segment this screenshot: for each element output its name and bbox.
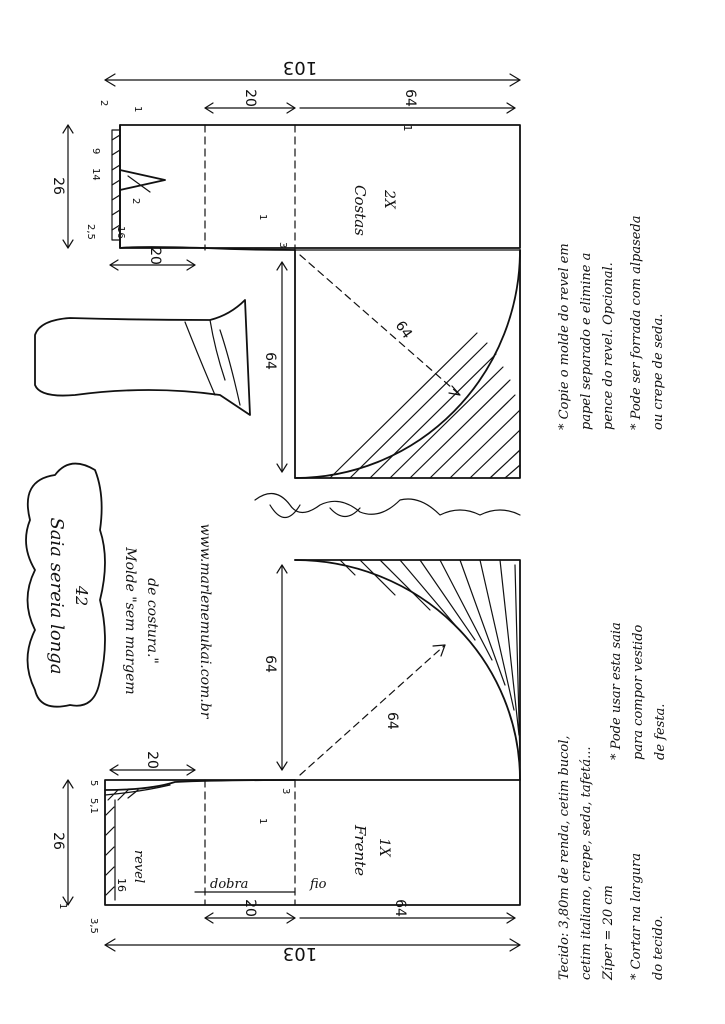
front-hip-curve (105, 780, 295, 790)
front-3-5-label: 3,5 (88, 918, 99, 934)
website-text: www.marlenemukai.com.br (197, 523, 213, 719)
front-1-label: 1 (257, 818, 268, 825)
dart-14-label: 14 (90, 168, 101, 181)
back-flare-height-label: 64 (262, 352, 278, 370)
back-hip-depth-label: 26 (50, 177, 66, 195)
front-side-gap-label: 20 (144, 751, 160, 769)
back-hem-1-label: 1 (401, 124, 414, 132)
front-piece-qty: 1X (376, 838, 392, 857)
back-revel-strip (112, 130, 120, 240)
front-1-left-label: 1 (57, 903, 68, 910)
fabric-notes (557, 622, 668, 981)
lining-note-line1: * Copie o molde do revel em (557, 243, 572, 430)
lining-note-line3: pence do revel. Opcional. (601, 262, 616, 430)
front-total-label: 103 (282, 943, 318, 964)
back-piece-qty: 2X (381, 190, 397, 209)
back-radius-label: 64 (391, 318, 416, 342)
hip-3-label: 3 (277, 242, 288, 249)
mold-note-line1: Molde "sem margem (122, 547, 138, 695)
front-piece-label: Frente (351, 825, 369, 877)
back-radius-line (300, 255, 460, 395)
lining-note-line2: papel separado e elimine a (579, 252, 594, 430)
front-16-label: 16 (115, 878, 128, 892)
back-revel-hatch (112, 135, 120, 230)
signature (255, 494, 520, 518)
back-rectangle-outline (120, 125, 520, 248)
fold-label: dobra (210, 877, 249, 892)
lining-notes (557, 215, 666, 430)
front-flare-box (295, 560, 520, 780)
front-flare-curve (295, 560, 520, 780)
hip-2-5-label: 2,5 (85, 224, 96, 240)
title-text: Saia sereia longa (46, 517, 67, 675)
front-piece (50, 560, 520, 964)
mold-note-line2: de costura." (144, 578, 160, 664)
lining-note-line5: ou crepe de seda. (651, 313, 666, 430)
dart-9-label: 9 (90, 148, 101, 155)
front-flare-height-label: 64 (262, 655, 278, 673)
front-radius-label: 64 (384, 712, 400, 730)
back-top-1-label: 1 (132, 106, 143, 113)
back-piece-label: Costas (351, 185, 369, 236)
front-3-label: 3 (280, 788, 291, 795)
fabric-note-line4: * Cortar na largura (629, 853, 644, 980)
back-panel-label: 64 (402, 89, 418, 107)
front-waist-label: 20 (242, 899, 258, 917)
revel-label: revel (131, 850, 146, 884)
back-waist-label: 20 (242, 89, 258, 107)
fabric-note-line1: Tecido: 3,80m de renda, cetim bucol, (557, 735, 572, 980)
fabric-note-line6: * Pode usar esta saia (609, 622, 624, 760)
fabric-note-line2: cetim italiano, crepe, seda, tafetá... (579, 746, 594, 980)
back-piece (50, 57, 520, 478)
grain-label: fio (310, 877, 327, 892)
back-total-label: 103 (282, 57, 318, 78)
front-panel-label: 64 (392, 899, 408, 917)
back-top-2-label: 2 (98, 100, 109, 107)
fabric-note-line7: para compor vestido (631, 624, 646, 760)
back-hip-curve (120, 125, 295, 250)
back-side-gap-label: 20 (147, 247, 163, 265)
title-cloud (26, 464, 105, 707)
back-flare-hatch (330, 333, 520, 478)
fabric-note-line3: Zíper = 20 cm (601, 885, 616, 980)
front-radius-line (300, 645, 445, 775)
skirt-sketch (35, 300, 250, 415)
front-5-label: 5 (88, 780, 99, 787)
hip-1-label: 1 (257, 214, 268, 221)
front-flare-hatch (340, 560, 520, 760)
front-5-1-label: 5,1 (88, 798, 99, 814)
front-hip-depth-label: 26 (50, 832, 66, 850)
mold-notes (122, 524, 213, 720)
lining-note-line4: * Pode ser forrada com alpaseda (629, 215, 644, 430)
dart-2-label: 2 (130, 198, 141, 205)
fabric-note-line5: do tecido. (651, 915, 666, 980)
hip-16-label: 16 (115, 226, 126, 239)
title-size: 42 (72, 585, 91, 607)
fabric-note-line8: de festa. (653, 703, 668, 760)
